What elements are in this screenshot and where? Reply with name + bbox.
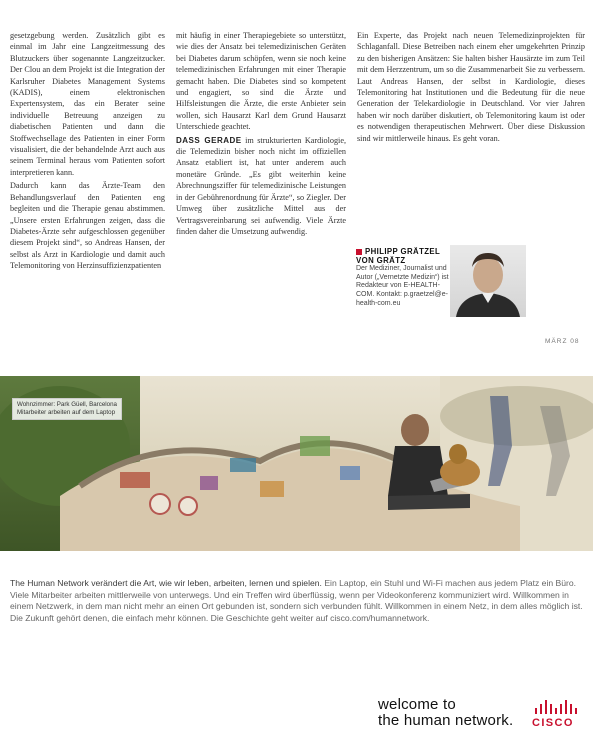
author-name-line2: VON GRÄTZ xyxy=(356,255,406,265)
red-square-icon xyxy=(356,249,362,255)
author-portrait xyxy=(450,245,526,317)
author-name-line1: PHILIPP GRÄTZEL xyxy=(365,247,441,256)
park-photo xyxy=(0,376,593,551)
article-paragraph: mit häufig in einer Therapiegebiete so unterstützt, wie dies der Ansatz bei telemedizinischen Geräten bei Diabetes darum schöpfen, wenn sie noch keine telemedizinischen Erfahrungen mit einer Therapie gemacht haben. Die Diabetes sind so kompetent und engagiert, so sind die Ärzte und Hilfsleistungen die Ärzte, die erste Anbieter sein wollen, sich Hausarzt Karl dem Grund Hausarzt Unterschiede geachtet. xyxy=(176,31,346,132)
paragraph-lead-in: DASS GERADE xyxy=(176,135,242,145)
article-column-2 xyxy=(176,30,346,239)
article-column-3 xyxy=(357,30,585,146)
article-paragraph: Ein Experte, das Projekt nach neuen Telemedizinprojekten für Schlaganfall. Diese Betreiben nach einem eher umgekehrten Prinzip zu den bisherigen Ansätzen: Sie halten bisher Hausärzte im zum Teil mit dem Herzzentrum, um so die Zusammenarbeit Sie zu verbessern. Laut Andreas Hansen, der selbst in Kardiologie, dieses Telemonitoring hat Institutionen und die Bedeutung für die neue Generation der Telekardiologie in Deutschland. Vor vier Jahren haben wir noch darüber diskutiert, ob Telemonitoring kaum ist oder es notwendigen therapeutischen Mehrwert. Über diese Diskussion sind wir mittlerweile hinaus. Es geht voran. xyxy=(357,31,585,143)
ad-copy xyxy=(10,578,588,624)
caption-line1: Wohnzimmer: Park Güell, Barcelona xyxy=(17,401,117,408)
article-paragraph: DASS GERADE im strukturierten Kardiologie, die Telemedizin bisher noch nicht im offiziellen Ansatz etabliert ist, hat unter anderem auch monetäre Gründe. „Es gibt weiterhin keine Abrechnungsziffer für telemedizinische Leistungen in der Gebührenordnung für Ärzte“, so Ziegler. Der Umweg über zusätzliche Mittel aus der Vertragsvereinbarung sei aufwendig. Viele Ärzte finden daher die Umsetzung aufwendig. xyxy=(176,135,346,236)
page-tag: MÄRZ 08 xyxy=(545,338,580,345)
author-bio: Der Mediziner, Journalist und Autor („Vernetzte Medizin“) ist Redakteur von E-HEALTH-COM. Kontakt: p.graetzel@e-health-com.eu xyxy=(356,265,449,307)
author-box xyxy=(356,248,451,308)
ad-body: Ein Laptop, ein Stuhl und Wi-Fi machen aus jedem Platz ein Büro. Viele Mitarbeiter arbeiten mittlerweile von unterwegs. Und ein Treffen wird überflüssig, wenn per Videokonferenz kommuniziert wird. Willkommen in einem Netzwerk, in dem man nicht mehr an einen Ort gebunden ist, sondern sich verbunden fühlt. Willkommen in einem Netz, in dem alles möglich ist. Die Zukunft gehört denen, die einfach mehr können. Die Geschichte geht weiter auf cisco.com/humannetwork. xyxy=(10,578,583,623)
ad-headline: The Human Network verändert die Art, wie wir leben, arbeiten, lernen und spielen. xyxy=(10,578,322,588)
tagline-line1: welcome to xyxy=(378,696,456,713)
article-paragraph: Dadurch kann das Ärzte-Team den Behandlungsverlauf den Patienten eng begleiten und die Therapie genau abstimmen. „Unsere ersten Erfahrungen zeigen, dass die Diabetes-Ärzte sehr aufgeschlossen gegenüber diesem Projekt sind“, so Andreas Hansen, der selbst als Arzt in Kardiologie und damit auch Telemonitoring von Herzinsuffizienzpatienten xyxy=(10,181,165,271)
tagline-line2: the human network. xyxy=(378,712,514,729)
photo-caption xyxy=(12,398,122,420)
cisco-wordmark: CISCO xyxy=(532,717,574,729)
author-name xyxy=(356,248,451,265)
article-paragraph: gesetzgebung werden. Zusätzlich gibt es einmal im Jahr eine Langzeitmessung des Blutzuckers über sogenannte Langzeitzucker. Der Clou an dem Projekt ist die Integration der Karlsruher Diabetes Management Systems (KADIS), einem elektronischen Expertensystem, das ein Berater seine individuelle Betreuung anzeigen zu diabetischen Patienten und dann die Stoffwechsellage des Patienten in einer Form visualisiert, die der behandelnde Arzt auch aus seinem Terminal heraus vom Patienten sofort interpretieren kann. xyxy=(10,31,165,177)
article-column-1 xyxy=(10,30,165,274)
ad-tagline xyxy=(378,697,513,729)
caption-line2: Mitarbeiter arbeiten auf dem Laptop xyxy=(17,409,116,416)
